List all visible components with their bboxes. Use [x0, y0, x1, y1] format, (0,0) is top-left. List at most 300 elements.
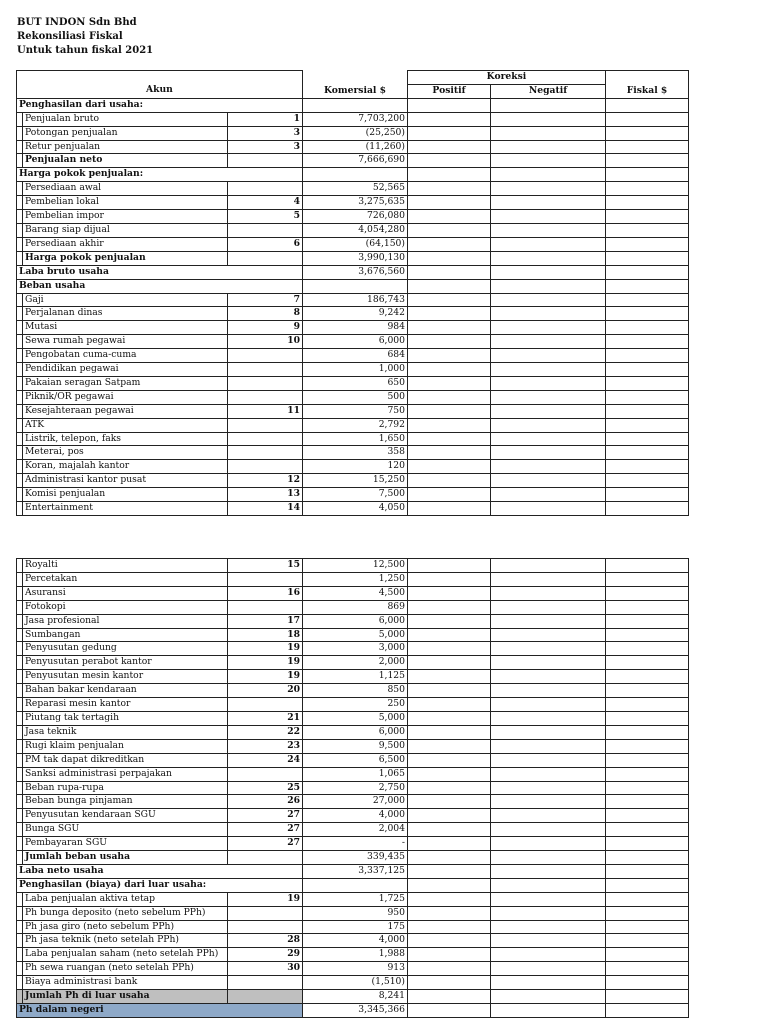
- table-row: [17, 878, 689, 892]
- note-ref: [228, 154, 303, 168]
- table-row: [17, 210, 689, 224]
- komersial-value: 339,435: [303, 851, 408, 865]
- table-row: [17, 390, 689, 404]
- fiskal-cell: [606, 390, 689, 404]
- fiskal-cell: [606, 976, 689, 990]
- row-label: Royalti: [23, 559, 228, 573]
- fiscal-period: Untuk tahun fiskal 2021: [17, 45, 154, 56]
- table-row: [17, 753, 689, 767]
- positif-cell: [408, 892, 491, 906]
- table-row: [17, 418, 689, 432]
- table-row: [17, 642, 689, 656]
- note-ref: [228, 182, 303, 196]
- row-label: Beban usaha: [17, 279, 303, 293]
- negatif-cell: [491, 767, 606, 781]
- negatif-cell: [491, 586, 606, 600]
- komersial-value: (25,250): [303, 126, 408, 140]
- row-label: ATK: [23, 418, 228, 432]
- positif-cell: [408, 182, 491, 196]
- note-ref: 3: [228, 140, 303, 154]
- column-header-koreksi: Koreksi: [408, 71, 606, 85]
- positif-cell: [408, 572, 491, 586]
- note-ref: [228, 990, 303, 1004]
- note-ref: 26: [228, 795, 303, 809]
- komersial-value: 6,000: [303, 614, 408, 628]
- komersial-value: 250: [303, 698, 408, 712]
- column-header-fiskal: Fiskal $: [606, 84, 689, 98]
- fiskal-cell: [606, 307, 689, 321]
- negatif-cell: [491, 279, 606, 293]
- negatif-cell: [491, 920, 606, 934]
- komersial-value: 9,500: [303, 739, 408, 753]
- row-label: Penyusutan gedung: [23, 642, 228, 656]
- column-header-positif: Positif: [408, 84, 491, 98]
- table-row: [17, 586, 689, 600]
- table-row: [17, 795, 689, 809]
- row-label: Koran, majalah kantor: [23, 460, 228, 474]
- table-row: [17, 1004, 689, 1018]
- fiskal-cell: [606, 237, 689, 251]
- note-ref: 5: [228, 210, 303, 224]
- table-row: [17, 154, 689, 168]
- fiskal-cell: [606, 739, 689, 753]
- fiskal-cell: [606, 488, 689, 502]
- negatif-cell: [491, 906, 606, 920]
- row-label: Fotokopi: [23, 600, 228, 614]
- positif-cell: [408, 140, 491, 154]
- table-row: [17, 837, 689, 851]
- negatif-cell: [491, 182, 606, 196]
- fiskal-cell: [606, 878, 689, 892]
- row-label: Sewa rumah pegawai: [23, 335, 228, 349]
- note-ref: 19: [228, 892, 303, 906]
- note-ref: [228, 349, 303, 363]
- fiskal-cell: [606, 642, 689, 656]
- row-label: Percetakan: [23, 572, 228, 586]
- note-ref: 12: [228, 474, 303, 488]
- table-row: [17, 698, 689, 712]
- komersial-value: 15,250: [303, 474, 408, 488]
- komersial-value: 1,650: [303, 432, 408, 446]
- row-label: Bahan bakar kendaraan: [23, 684, 228, 698]
- note-ref: [228, 363, 303, 377]
- komersial-value: 12,500: [303, 559, 408, 573]
- note-ref: [228, 920, 303, 934]
- table-row: [17, 321, 689, 335]
- row-label: Penyusutan kendaraan SGU: [23, 809, 228, 823]
- positif-cell: [408, 223, 491, 237]
- row-label: Pakaian seragan Satpam: [23, 376, 228, 390]
- reconciliation-table-part2: [16, 558, 689, 1018]
- table-row: [17, 237, 689, 251]
- row-label: Beban rupa-rupa: [23, 781, 228, 795]
- row-label: Asuransi: [23, 586, 228, 600]
- positif-cell: [408, 321, 491, 335]
- komersial-value: 7,703,200: [303, 112, 408, 126]
- row-label: Laba neto usaha: [17, 864, 303, 878]
- row-label: Pembelian impor: [23, 210, 228, 224]
- negatif-cell: [491, 711, 606, 725]
- komersial-value: 1,725: [303, 892, 408, 906]
- komersial-value: 120: [303, 460, 408, 474]
- fiskal-cell: [606, 851, 689, 865]
- document-title: Rekonsiliasi Fiskal: [17, 31, 123, 42]
- negatif-cell: [491, 809, 606, 823]
- note-ref: [228, 376, 303, 390]
- fiskal-cell: [606, 168, 689, 182]
- negatif-cell: [491, 614, 606, 628]
- komersial-value: 869: [303, 600, 408, 614]
- fiskal-cell: [606, 349, 689, 363]
- table-row: [17, 656, 689, 670]
- note-ref: 19: [228, 656, 303, 670]
- negatif-cell: [491, 307, 606, 321]
- negatif-cell: [491, 418, 606, 432]
- komersial-value: 1,988: [303, 948, 408, 962]
- fiskal-cell: [606, 1004, 689, 1018]
- table-row: [17, 976, 689, 990]
- positif-cell: [408, 906, 491, 920]
- table-row: [17, 851, 689, 865]
- table-row: [17, 404, 689, 418]
- fiskal-cell: [606, 98, 689, 112]
- table-row: [17, 363, 689, 377]
- positif-cell: [408, 684, 491, 698]
- row-label: Gaji: [23, 293, 228, 307]
- note-ref: [228, 390, 303, 404]
- note-ref: 6: [228, 237, 303, 251]
- negatif-cell: [491, 600, 606, 614]
- negatif-cell: [491, 404, 606, 418]
- row-label: Jumlah Ph di luar usaha: [23, 990, 228, 1004]
- negatif-cell: [491, 642, 606, 656]
- positif-cell: [408, 739, 491, 753]
- fiskal-cell: [606, 559, 689, 573]
- note-ref: 23: [228, 739, 303, 753]
- row-label: Penjualan bruto: [23, 112, 228, 126]
- negatif-cell: [491, 376, 606, 390]
- note-ref: 16: [228, 586, 303, 600]
- note-ref: 3: [228, 126, 303, 140]
- table-row: [17, 307, 689, 321]
- komersial-value: 9,242: [303, 307, 408, 321]
- note-ref: 29: [228, 948, 303, 962]
- positif-cell: [408, 851, 491, 865]
- row-label: Reparasi mesin kantor: [23, 698, 228, 712]
- table-row: [17, 823, 689, 837]
- table-row: [17, 809, 689, 823]
- note-ref: [228, 572, 303, 586]
- fiskal-cell: [606, 600, 689, 614]
- positif-cell: [408, 126, 491, 140]
- positif-cell: [408, 390, 491, 404]
- row-label: Listrik, telepon, faks: [23, 432, 228, 446]
- komersial-value: 726,080: [303, 210, 408, 224]
- positif-cell: [408, 307, 491, 321]
- positif-cell: [408, 251, 491, 265]
- fiskal-cell: [606, 210, 689, 224]
- negatif-cell: [491, 934, 606, 948]
- positif-cell: [408, 767, 491, 781]
- row-label: Ph jasa giro (neto sebelum PPh): [23, 920, 228, 934]
- positif-cell: [408, 559, 491, 573]
- table-row: [17, 460, 689, 474]
- positif-cell: [408, 864, 491, 878]
- komersial-value: 1,000: [303, 363, 408, 377]
- note-ref: 25: [228, 781, 303, 795]
- komersial-value: 186,743: [303, 293, 408, 307]
- fiskal-cell: [606, 335, 689, 349]
- table-row: [17, 196, 689, 210]
- table-row: [17, 670, 689, 684]
- negatif-cell: [491, 126, 606, 140]
- positif-cell: [408, 279, 491, 293]
- note-ref: [228, 432, 303, 446]
- komersial-value: [303, 168, 408, 182]
- positif-cell: [408, 837, 491, 851]
- komersial-value: [303, 878, 408, 892]
- fiskal-cell: [606, 321, 689, 335]
- table-row: [17, 126, 689, 140]
- row-label: Perjalanan dinas: [23, 307, 228, 321]
- note-ref: 13: [228, 488, 303, 502]
- note-ref: 14: [228, 502, 303, 516]
- fiskal-cell: [606, 670, 689, 684]
- note-ref: 27: [228, 837, 303, 851]
- row-label: Harga pokok penjualan:: [17, 168, 303, 182]
- positif-cell: [408, 502, 491, 516]
- header-row-koreksi: [17, 71, 689, 85]
- table-row: [17, 920, 689, 934]
- komersial-value: 984: [303, 321, 408, 335]
- fiskal-cell: [606, 614, 689, 628]
- note-ref: 21: [228, 711, 303, 725]
- positif-cell: [408, 335, 491, 349]
- row-label: Mutasi: [23, 321, 228, 335]
- positif-cell: [408, 781, 491, 795]
- fiskal-cell: [606, 460, 689, 474]
- komersial-value: 750: [303, 404, 408, 418]
- positif-cell: [408, 948, 491, 962]
- fiskal-cell: [606, 446, 689, 460]
- komersial-value: 5,000: [303, 711, 408, 725]
- fiskal-cell: [606, 920, 689, 934]
- note-ref: 27: [228, 823, 303, 837]
- positif-cell: [408, 725, 491, 739]
- positif-cell: [408, 990, 491, 1004]
- komersial-value: 6,000: [303, 335, 408, 349]
- table-row: [17, 488, 689, 502]
- table-row: [17, 182, 689, 196]
- table-row: [17, 767, 689, 781]
- komersial-value: 358: [303, 446, 408, 460]
- note-ref: [228, 446, 303, 460]
- note-ref: 7: [228, 293, 303, 307]
- row-label: Sumbangan: [23, 628, 228, 642]
- positif-cell: [408, 154, 491, 168]
- row-label: Beban bunga pinjaman: [23, 795, 228, 809]
- fiskal-cell: [606, 781, 689, 795]
- negatif-cell: [491, 154, 606, 168]
- document-header: [17, 16, 153, 58]
- row-label: Biaya administrasi bank: [23, 976, 228, 990]
- positif-cell: [408, 934, 491, 948]
- komersial-value: -: [303, 837, 408, 851]
- komersial-value: 2,004: [303, 823, 408, 837]
- positif-cell: [408, 196, 491, 210]
- row-label: Penghasilan dari usaha:: [17, 98, 303, 112]
- komersial-value: 2,750: [303, 781, 408, 795]
- table-row: [17, 98, 689, 112]
- komersial-value: 2,000: [303, 656, 408, 670]
- negatif-cell: [491, 1004, 606, 1018]
- komersial-value: 7,500: [303, 488, 408, 502]
- table-row: [17, 251, 689, 265]
- fiskal-cell: [606, 684, 689, 698]
- table-row: [17, 223, 689, 237]
- note-ref: [228, 851, 303, 865]
- positif-cell: [408, 112, 491, 126]
- positif-cell: [408, 474, 491, 488]
- note-ref: [228, 767, 303, 781]
- komersial-value: 684: [303, 349, 408, 363]
- fiskal-cell: [606, 404, 689, 418]
- komersial-value: 850: [303, 684, 408, 698]
- fiskal-cell: [606, 948, 689, 962]
- negatif-cell: [491, 223, 606, 237]
- negatif-cell: [491, 559, 606, 573]
- positif-cell: [408, 920, 491, 934]
- positif-cell: [408, 460, 491, 474]
- table-row: [17, 279, 689, 293]
- note-ref: 4: [228, 196, 303, 210]
- note-ref: 24: [228, 753, 303, 767]
- negatif-cell: [491, 739, 606, 753]
- negatif-cell: [491, 321, 606, 335]
- positif-cell: [408, 795, 491, 809]
- table-row: [17, 293, 689, 307]
- row-label: Rugi klaim penjualan: [23, 739, 228, 753]
- fiskal-cell: [606, 892, 689, 906]
- reconciliation-table-part1: [16, 70, 689, 516]
- fiskal-cell: [606, 628, 689, 642]
- row-label: Penyusutan mesin kantor: [23, 670, 228, 684]
- fiskal-cell: [606, 502, 689, 516]
- negatif-cell: [491, 962, 606, 976]
- table-row: [17, 168, 689, 182]
- fiskal-cell: [606, 962, 689, 976]
- row-label: Ph jasa teknik (neto setelah PPh): [23, 934, 228, 948]
- row-label: Pembayaran SGU: [23, 837, 228, 851]
- positif-cell: [408, 446, 491, 460]
- note-ref: 22: [228, 725, 303, 739]
- row-label: Piutang tak tertagih: [23, 711, 228, 725]
- fiskal-cell: [606, 196, 689, 210]
- komersial-value: 3,676,560: [303, 265, 408, 279]
- row-label: Retur penjualan: [23, 140, 228, 154]
- note-ref: 18: [228, 628, 303, 642]
- negatif-cell: [491, 265, 606, 279]
- row-label: Penghasilan (biaya) dari luar usaha:: [17, 878, 303, 892]
- negatif-cell: [491, 976, 606, 990]
- column-header-negatif: Negatif: [491, 84, 606, 98]
- row-label: PM tak dapat dikreditkan: [23, 753, 228, 767]
- negatif-cell: [491, 112, 606, 126]
- note-ref: 11: [228, 404, 303, 418]
- row-label: Barang siap dijual: [23, 223, 228, 237]
- fiskal-cell: [606, 376, 689, 390]
- table-row: [17, 614, 689, 628]
- negatif-cell: [491, 851, 606, 865]
- komersial-value: [303, 98, 408, 112]
- fiskal-cell: [606, 823, 689, 837]
- negatif-cell: [491, 948, 606, 962]
- fiskal-cell: [606, 837, 689, 851]
- komersial-value: 1,065: [303, 767, 408, 781]
- note-ref: 27: [228, 809, 303, 823]
- fiskal-cell: [606, 251, 689, 265]
- row-label: Sanksi administrasi perpajakan: [23, 767, 228, 781]
- row-label: Penjualan neto: [23, 154, 228, 168]
- fiskal-cell: [606, 126, 689, 140]
- fiskal-cell: [606, 864, 689, 878]
- negatif-cell: [491, 390, 606, 404]
- negatif-cell: [491, 878, 606, 892]
- negatif-cell: [491, 698, 606, 712]
- negatif-cell: [491, 251, 606, 265]
- fiskal-cell: [606, 934, 689, 948]
- column-header-komersial: Komersial $: [303, 84, 408, 98]
- komersial-value: 4,050: [303, 502, 408, 516]
- komersial-value: 950: [303, 906, 408, 920]
- fiskal-cell: [606, 279, 689, 293]
- negatif-cell: [491, 293, 606, 307]
- negatif-cell: [491, 684, 606, 698]
- negatif-cell: [491, 363, 606, 377]
- note-ref: 17: [228, 614, 303, 628]
- komersial-value: [303, 279, 408, 293]
- negatif-cell: [491, 753, 606, 767]
- negatif-cell: [491, 98, 606, 112]
- row-label: Penyusutan perabot kantor: [23, 656, 228, 670]
- note-ref: 9: [228, 321, 303, 335]
- fiskal-cell: [606, 265, 689, 279]
- negatif-cell: [491, 572, 606, 586]
- positif-cell: [408, 698, 491, 712]
- komersial-value: 1,250: [303, 572, 408, 586]
- komersial-value: 3,337,125: [303, 864, 408, 878]
- positif-cell: [408, 404, 491, 418]
- row-label: Administrasi kantor pusat: [23, 474, 228, 488]
- table-row: [17, 112, 689, 126]
- positif-cell: [408, 1004, 491, 1018]
- note-ref: 19: [228, 642, 303, 656]
- table-row: [17, 446, 689, 460]
- fiskal-cell: [606, 363, 689, 377]
- row-label: Laba penjualan aktiva tetap: [23, 892, 228, 906]
- positif-cell: [408, 878, 491, 892]
- negatif-cell: [491, 335, 606, 349]
- row-label: Jumlah beban usaha: [23, 851, 228, 865]
- komersial-value: 650: [303, 376, 408, 390]
- table-row: [17, 349, 689, 363]
- table-row: [17, 892, 689, 906]
- row-label: Pembelian lokal: [23, 196, 228, 210]
- fiskal-cell: [606, 293, 689, 307]
- table-row: [17, 502, 689, 516]
- komersial-value: 7,666,690: [303, 154, 408, 168]
- fiskal-cell: [606, 906, 689, 920]
